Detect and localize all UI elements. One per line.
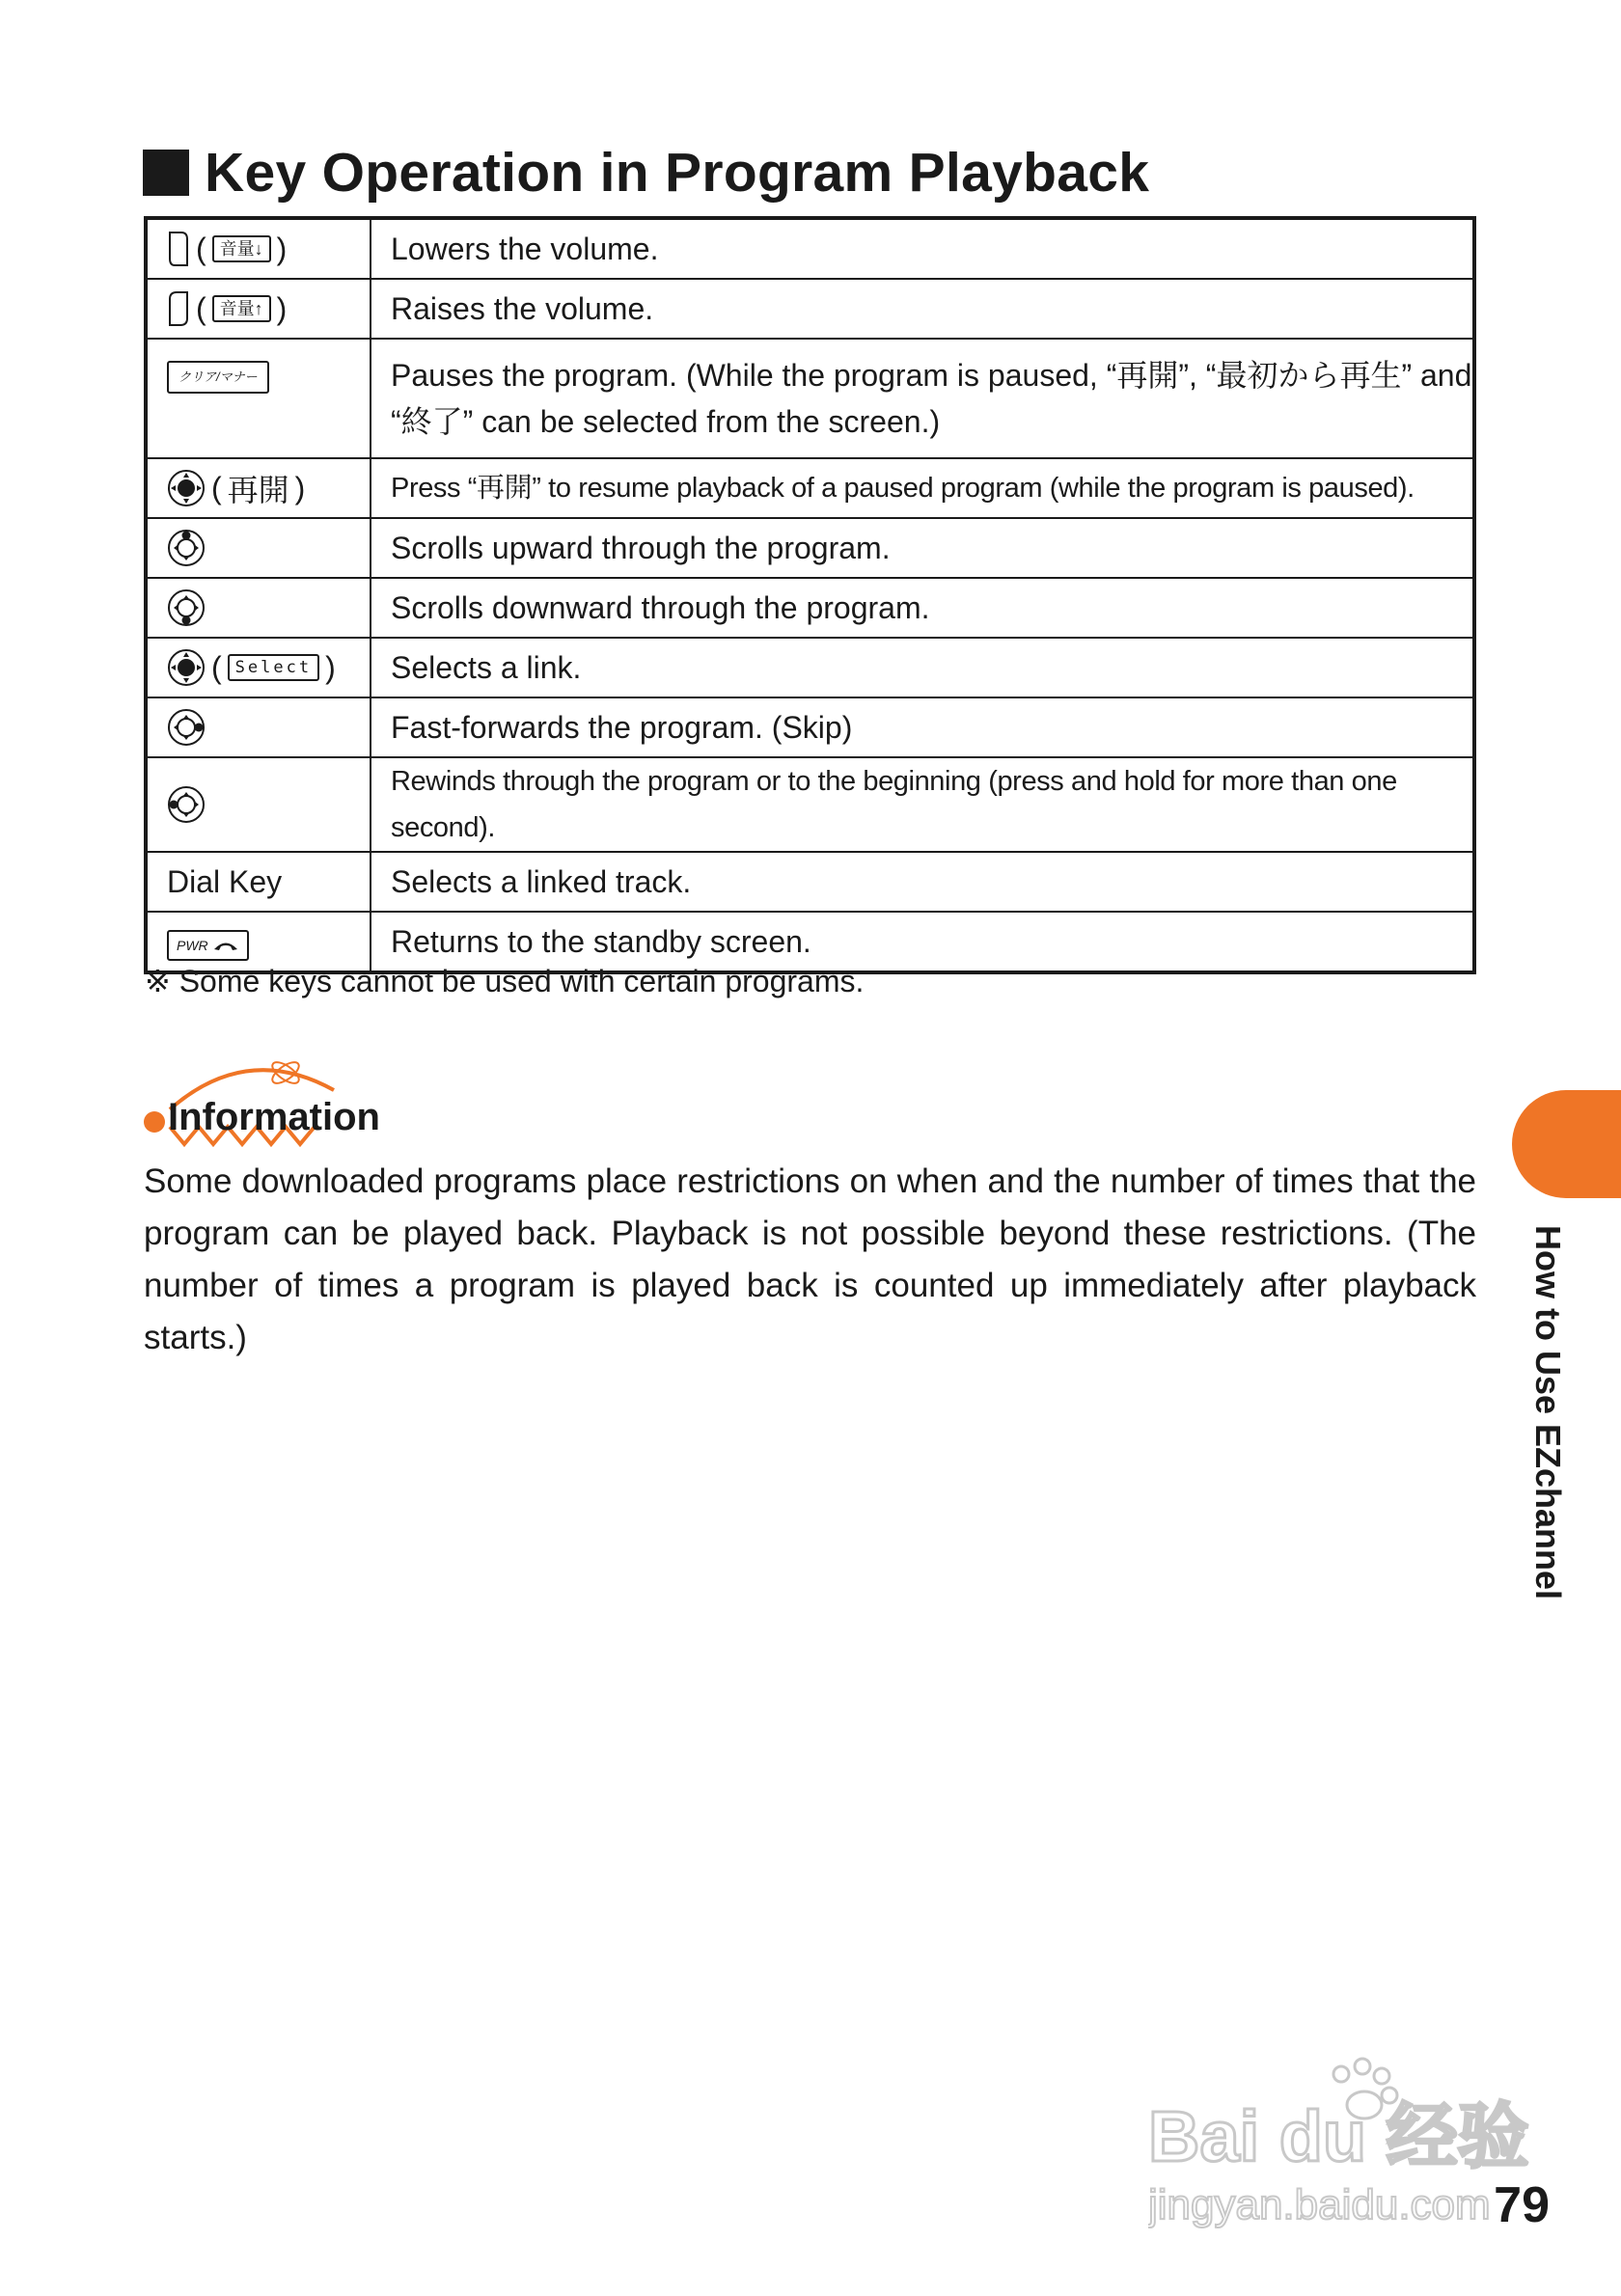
- description: Scrolls downward through the program.: [371, 578, 1474, 638]
- volume-down-key: 音量↓: [212, 235, 271, 262]
- description: Press “再開” to resume playback of a paused program (while the program is paused).: [371, 458, 1474, 518]
- side-key-up-icon: [167, 289, 190, 328]
- page-number: 79: [1494, 2177, 1550, 2233]
- table-row: [146, 339, 1474, 458]
- table-row: [146, 458, 1474, 518]
- key-operation-table: [144, 216, 1476, 974]
- clear-manner-key: クリア/マナー: [167, 361, 269, 394]
- description: Selects a link.: [371, 638, 1474, 697]
- dpad-left-icon: [167, 785, 206, 824]
- table-row: [146, 279, 1474, 339]
- table-row: [146, 757, 1474, 852]
- power-end-key: [167, 930, 249, 961]
- description: Lowers the volume.: [371, 218, 1474, 279]
- description: Selects a linked track.: [371, 852, 1474, 912]
- power-key-label: PWR: [177, 938, 208, 953]
- key-cell: ( 音量↓ ): [146, 218, 371, 279]
- description: Fast-forwards the program. (Skip): [371, 697, 1474, 757]
- dpad-center-icon: [167, 469, 206, 507]
- watermark-brand: Bai du 经验: [1148, 2096, 1529, 2176]
- description: Raises the volume.: [371, 279, 1474, 339]
- key-cell: [146, 339, 371, 458]
- information-header: [141, 1052, 392, 1158]
- page-title: Key Operation in Program Playback: [205, 142, 1150, 204]
- dpad-down-icon: [167, 588, 206, 627]
- select-key: Select: [228, 654, 319, 681]
- description: Scrolls upward through the program.: [371, 518, 1474, 578]
- information-title: Information: [168, 1096, 380, 1138]
- key-cell: [146, 518, 371, 578]
- key-cell: ( 再開 ): [146, 458, 371, 518]
- information-body: Some downloaded programs place restrictions on when and the number of times that the program can be played back. Playback is not possible beyond these restrictions. (The number of times a program is played back is counted up immediately after playback starts.): [144, 1162, 1476, 1356]
- table-row: [146, 218, 1474, 279]
- watermark-url: jingyan.baidu.com: [1148, 2181, 1491, 2228]
- table-row: [146, 852, 1474, 912]
- table-row: [146, 578, 1474, 638]
- key-cell: Dial Key: [146, 852, 371, 912]
- chapter-side-label: How to Use EZchannel: [1528, 1225, 1568, 1600]
- key-cell: [146, 697, 371, 757]
- table-row: [146, 697, 1474, 757]
- side-key-down-icon: [167, 230, 190, 268]
- key-cell: [146, 578, 371, 638]
- dpad-up-icon: [167, 529, 206, 567]
- watermark-logo: [1148, 2045, 1534, 2238]
- description: Rewinds through the program or to the beginning (press and hold for more than one second).: [371, 757, 1474, 852]
- usage-note: ※ Some keys cannot be used with certain programs.: [145, 964, 865, 998]
- dpad-center-icon: [167, 648, 206, 687]
- dpad-right-icon: [167, 708, 206, 747]
- table-row: [146, 638, 1474, 697]
- description: Returns to the standby screen.: [371, 912, 1474, 972]
- heading-square-icon: [143, 150, 189, 196]
- key-cell: [146, 757, 371, 852]
- key-cell: ( Select ): [146, 638, 371, 697]
- section-heading: [143, 141, 1149, 205]
- description: Pauses the program. (While the program is paused, “再開”, “最初から再生” and “終了” can be selected from the screen.): [371, 339, 1474, 458]
- key-cell: ( 音量↑ ): [146, 279, 371, 339]
- resume-key-label: 再開: [227, 473, 289, 507]
- end-call-icon: [212, 939, 239, 952]
- chapter-tab: [1512, 1090, 1621, 1198]
- table-row: [146, 518, 1474, 578]
- volume-up-key: 音量↑: [212, 295, 271, 322]
